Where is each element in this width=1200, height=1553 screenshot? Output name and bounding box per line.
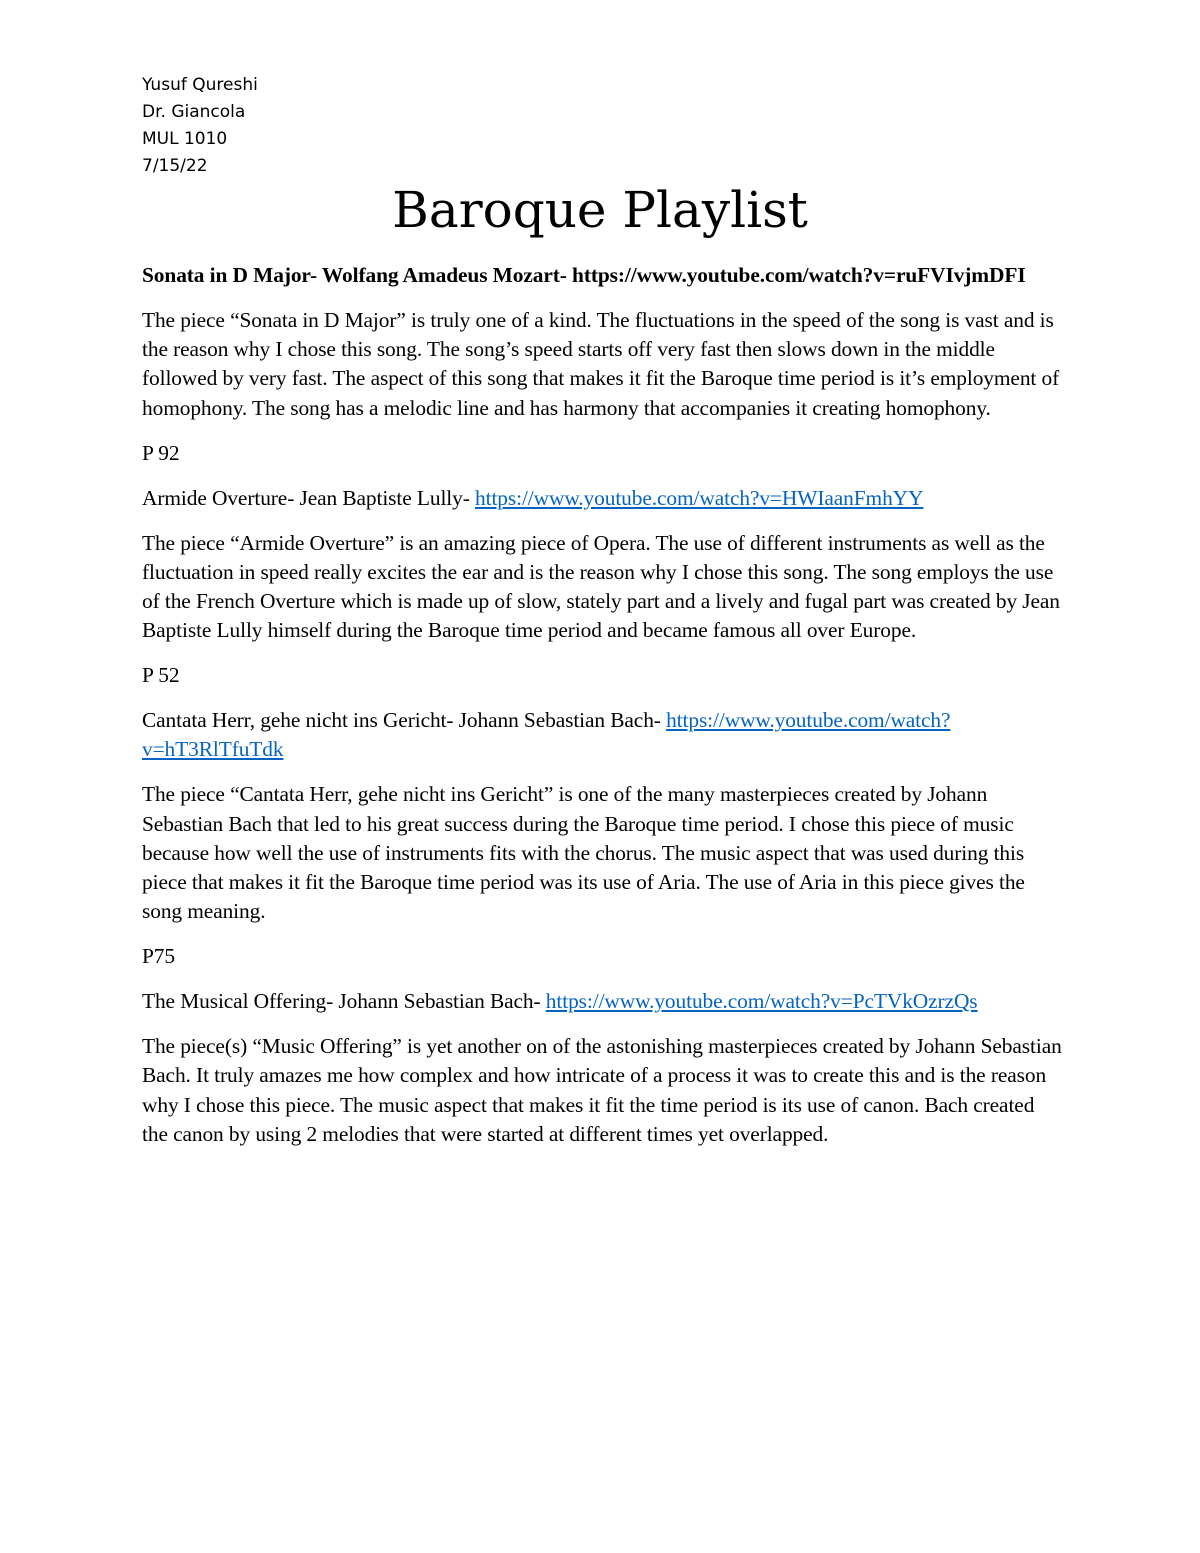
- entry-heading: [142, 987, 1062, 1016]
- youtube-link[interactable]: https://www.youtube.com/watch?v=hT3RlTfuTdk: [142, 708, 951, 762]
- page-reference: P 92: [142, 440, 180, 465]
- entry-heading: [142, 484, 1062, 513]
- youtube-link[interactable]: https://www.youtube.com/watch?v=PcTVkOzrzQs: [545, 989, 978, 1014]
- entry-title: Armide Overture- Jean Baptiste Lully-: [142, 485, 475, 510]
- instructor-name: Dr. Giancola: [142, 102, 246, 122]
- entry-heading: [142, 706, 1062, 764]
- entry-title: Cantata Herr, gehe nicht ins Gericht- Johann Sebastian Bach-: [142, 708, 667, 733]
- page-reference: P75: [142, 944, 175, 969]
- course-code: MUL 1010: [142, 129, 228, 149]
- document-title: Baroque Playlist: [392, 181, 808, 239]
- entry-description: The piece “Armide Overture” is an amazing piece of Opera. The use of different instruments as well as the fluctuation in speed really excites the ear and is the reason why I chose this song. The song employs the use of the French Overture which is made up of slow, stately part and a lively and fugal part was created by Jean Baptiste Lully himself during the Baroque time period and became famous all over Europe.: [142, 530, 1060, 643]
- page-reference: P 52: [142, 663, 180, 688]
- entry-description: The piece “Sonata in D Major” is truly one of a kind. The fluctuations in the speed of the song is vast and is the reason why I chose this song. The song’s speed starts off very fast then slows down in the middle followed by very fast. The aspect of this song that makes it fit the Baroque time period is it’s employment of homophony. The song has a melodic line and has harmony that accompanies it creating homophony.: [142, 308, 1060, 420]
- entry-description: The piece “Cantata Herr, gehe nicht ins Gericht” is one of the many masterpieces created by Johann Sebastian Bach that led to his great success during the Baroque time period. I chose this piece of music because how well the use of instruments fits with the chorus. The music aspect that was used during this piece that makes it fit the Baroque time period was its use of Aria. The use of Aria in this piece gives the song meaning.: [142, 782, 1025, 924]
- author-name: Yusuf Qureshi: [142, 75, 258, 95]
- header-block: [142, 72, 258, 180]
- entry-url-text: https://www.youtube.com/watch?v=ruFVIvjmDFI: [572, 263, 1026, 287]
- entry-heading: [142, 261, 1062, 290]
- entry-title: The Musical Offering- Johann Sebastian Bach-: [142, 989, 546, 1014]
- document-date: 7/15/22: [142, 156, 208, 176]
- entry-title: Sonata in D Major- Wolfang Amadeus Mozart-: [142, 263, 573, 287]
- youtube-link[interactable]: https://www.youtube.com/watch?v=HWIaanFmhYY: [475, 485, 924, 510]
- entry-description: The piece(s) “Music Offering” is yet another on of the astonishing masterpieces created by Johann Sebastian Bach. It truly amazes me how complex and how intricate of a process it was to create this and is the reason why I chose this piece. The music aspect that makes it fit the time period is its use of canon. Bach created the canon by using 2 melodies that were started at different times yet overlapped.: [142, 1034, 1062, 1146]
- document-body: [142, 261, 1062, 1165]
